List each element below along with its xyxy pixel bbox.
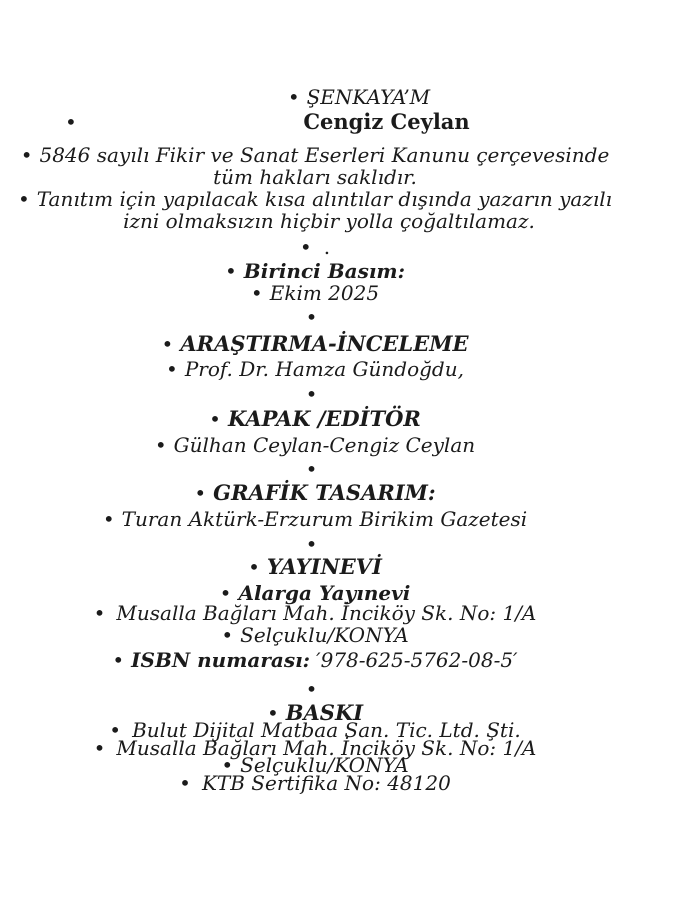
cover-editors: Gülhan Ceylan-Cengiz Ceylan: [173, 433, 476, 457]
bullet-icon: •: [248, 555, 260, 579]
printer-city: Selçuklu/KONYA: [240, 753, 409, 777]
bullet-icon: •: [93, 736, 106, 760]
bullet-icon: •: [20, 143, 33, 167]
edition-date-line: [0, 282, 630, 304]
separator-bullet: [0, 678, 630, 700]
stray-period: .: [323, 235, 331, 259]
research-label: ARAŞTIRMA-İNCELEME: [180, 331, 469, 356]
bullet-dot-line: [0, 236, 630, 258]
separator-bullet: [0, 458, 630, 480]
copyright-text: 5846 sayılı Fikir ve Sanat Eserleri Kanunu çerçevesinde: [39, 143, 610, 167]
book-title: ŞENKAYA’M: [306, 85, 431, 109]
separator-bullet: [0, 533, 630, 555]
separator-bullet: [0, 383, 630, 405]
publisher-name: Alarga Yayınevi: [238, 581, 411, 605]
bullet-icon: •: [102, 507, 115, 531]
bullet-icon: •: [287, 85, 300, 109]
bullet-icon: •: [194, 481, 207, 505]
publisher-label: YAYINEVİ: [266, 554, 382, 579]
separator-bullet: [0, 306, 630, 328]
graphic-designer: Turan Aktürk-Erzurum Birikim Gazetesi: [121, 507, 528, 531]
bullet-icon: •: [109, 718, 122, 742]
notice-text: Tanıtım için yapılacak kısa alıntılar dışında yazarın yazılı: [36, 187, 613, 211]
bullet-icon: •: [305, 305, 318, 329]
bullet-icon: •: [112, 648, 125, 672]
graphic-label-line: [0, 482, 630, 504]
graphic-label: GRAFİK TASARIM:: [213, 480, 436, 505]
cover-value-line: [0, 434, 630, 456]
bullet-icon: •: [305, 457, 318, 481]
bullet-icon: •: [305, 532, 318, 556]
cover-label: KAPAK /EDİTÖR: [227, 406, 421, 431]
bullet-icon: •: [209, 407, 221, 431]
edition-date: Ekim 2025: [269, 281, 380, 305]
isbn-number: ′978-625-5762-08-5′: [316, 648, 518, 672]
printer-address: Musalla Bağları Mah. İnciköy Sk. No: 1/A: [116, 736, 537, 760]
bullet-icon: •: [221, 623, 234, 647]
publisher-label-line: [0, 556, 630, 578]
bullet-icon: •: [93, 601, 106, 625]
bullet-icon: •: [225, 259, 237, 283]
bullet-icon: •: [250, 281, 263, 305]
cover-label-line: [0, 408, 630, 430]
publisher-city-line: [0, 624, 630, 646]
author-line: [0, 111, 675, 133]
research-person: Prof. Dr. Hamza Gündoğdu,: [184, 357, 464, 381]
print-label: BASKI: [285, 700, 364, 725]
edition-label-line: [0, 260, 630, 282]
bullet-icon: •: [219, 581, 232, 605]
bullet-icon: •: [161, 332, 174, 356]
isbn-label: ISBN numarası:: [131, 648, 311, 672]
research-value-line: [0, 358, 630, 380]
printer-name: Bulut Dijital Matbaa San. Tic. Ltd. Şti.: [132, 718, 521, 742]
copyright-line-1: [0, 144, 630, 166]
research-label-line: [0, 333, 630, 355]
publisher-address-line: [0, 602, 630, 624]
copyright-text: tüm hakları saklıdır.: [213, 165, 417, 189]
title-line: [0, 86, 674, 108]
bullet-icon: •: [221, 753, 234, 777]
bullet-icon: •: [17, 187, 30, 211]
author-name: Cengiz Ceylan: [303, 109, 470, 134]
edition-label: Birinci Basım:: [243, 259, 405, 283]
bullet-icon: •: [305, 382, 318, 406]
bullet-icon: •: [65, 110, 77, 134]
bullet-icon: •: [166, 357, 178, 381]
certificate-number: KTB Sertifika No: 48120: [201, 771, 451, 795]
publisher-address: Musalla Bağları Mah. İnciköy Sk. No: 1/A: [116, 601, 537, 625]
bullet-icon: •: [266, 701, 279, 725]
bullet-icon: •: [179, 771, 191, 795]
publisher-city: Selçuklu/KONYA: [240, 623, 409, 647]
notice-line-2: [0, 210, 644, 232]
certificate-line: [0, 772, 630, 794]
bullet-icon: •: [299, 235, 312, 259]
copyright-line-2: [0, 166, 630, 188]
isbn-line: [0, 649, 630, 671]
bullet-icon: •: [154, 433, 167, 457]
bullet-icon: •: [305, 677, 318, 701]
graphic-value-line: [0, 508, 630, 530]
notice-text: izni olmaksızın hiçbir yolla çoğaltılamaz.: [123, 209, 535, 233]
notice-line-1: [0, 188, 630, 210]
